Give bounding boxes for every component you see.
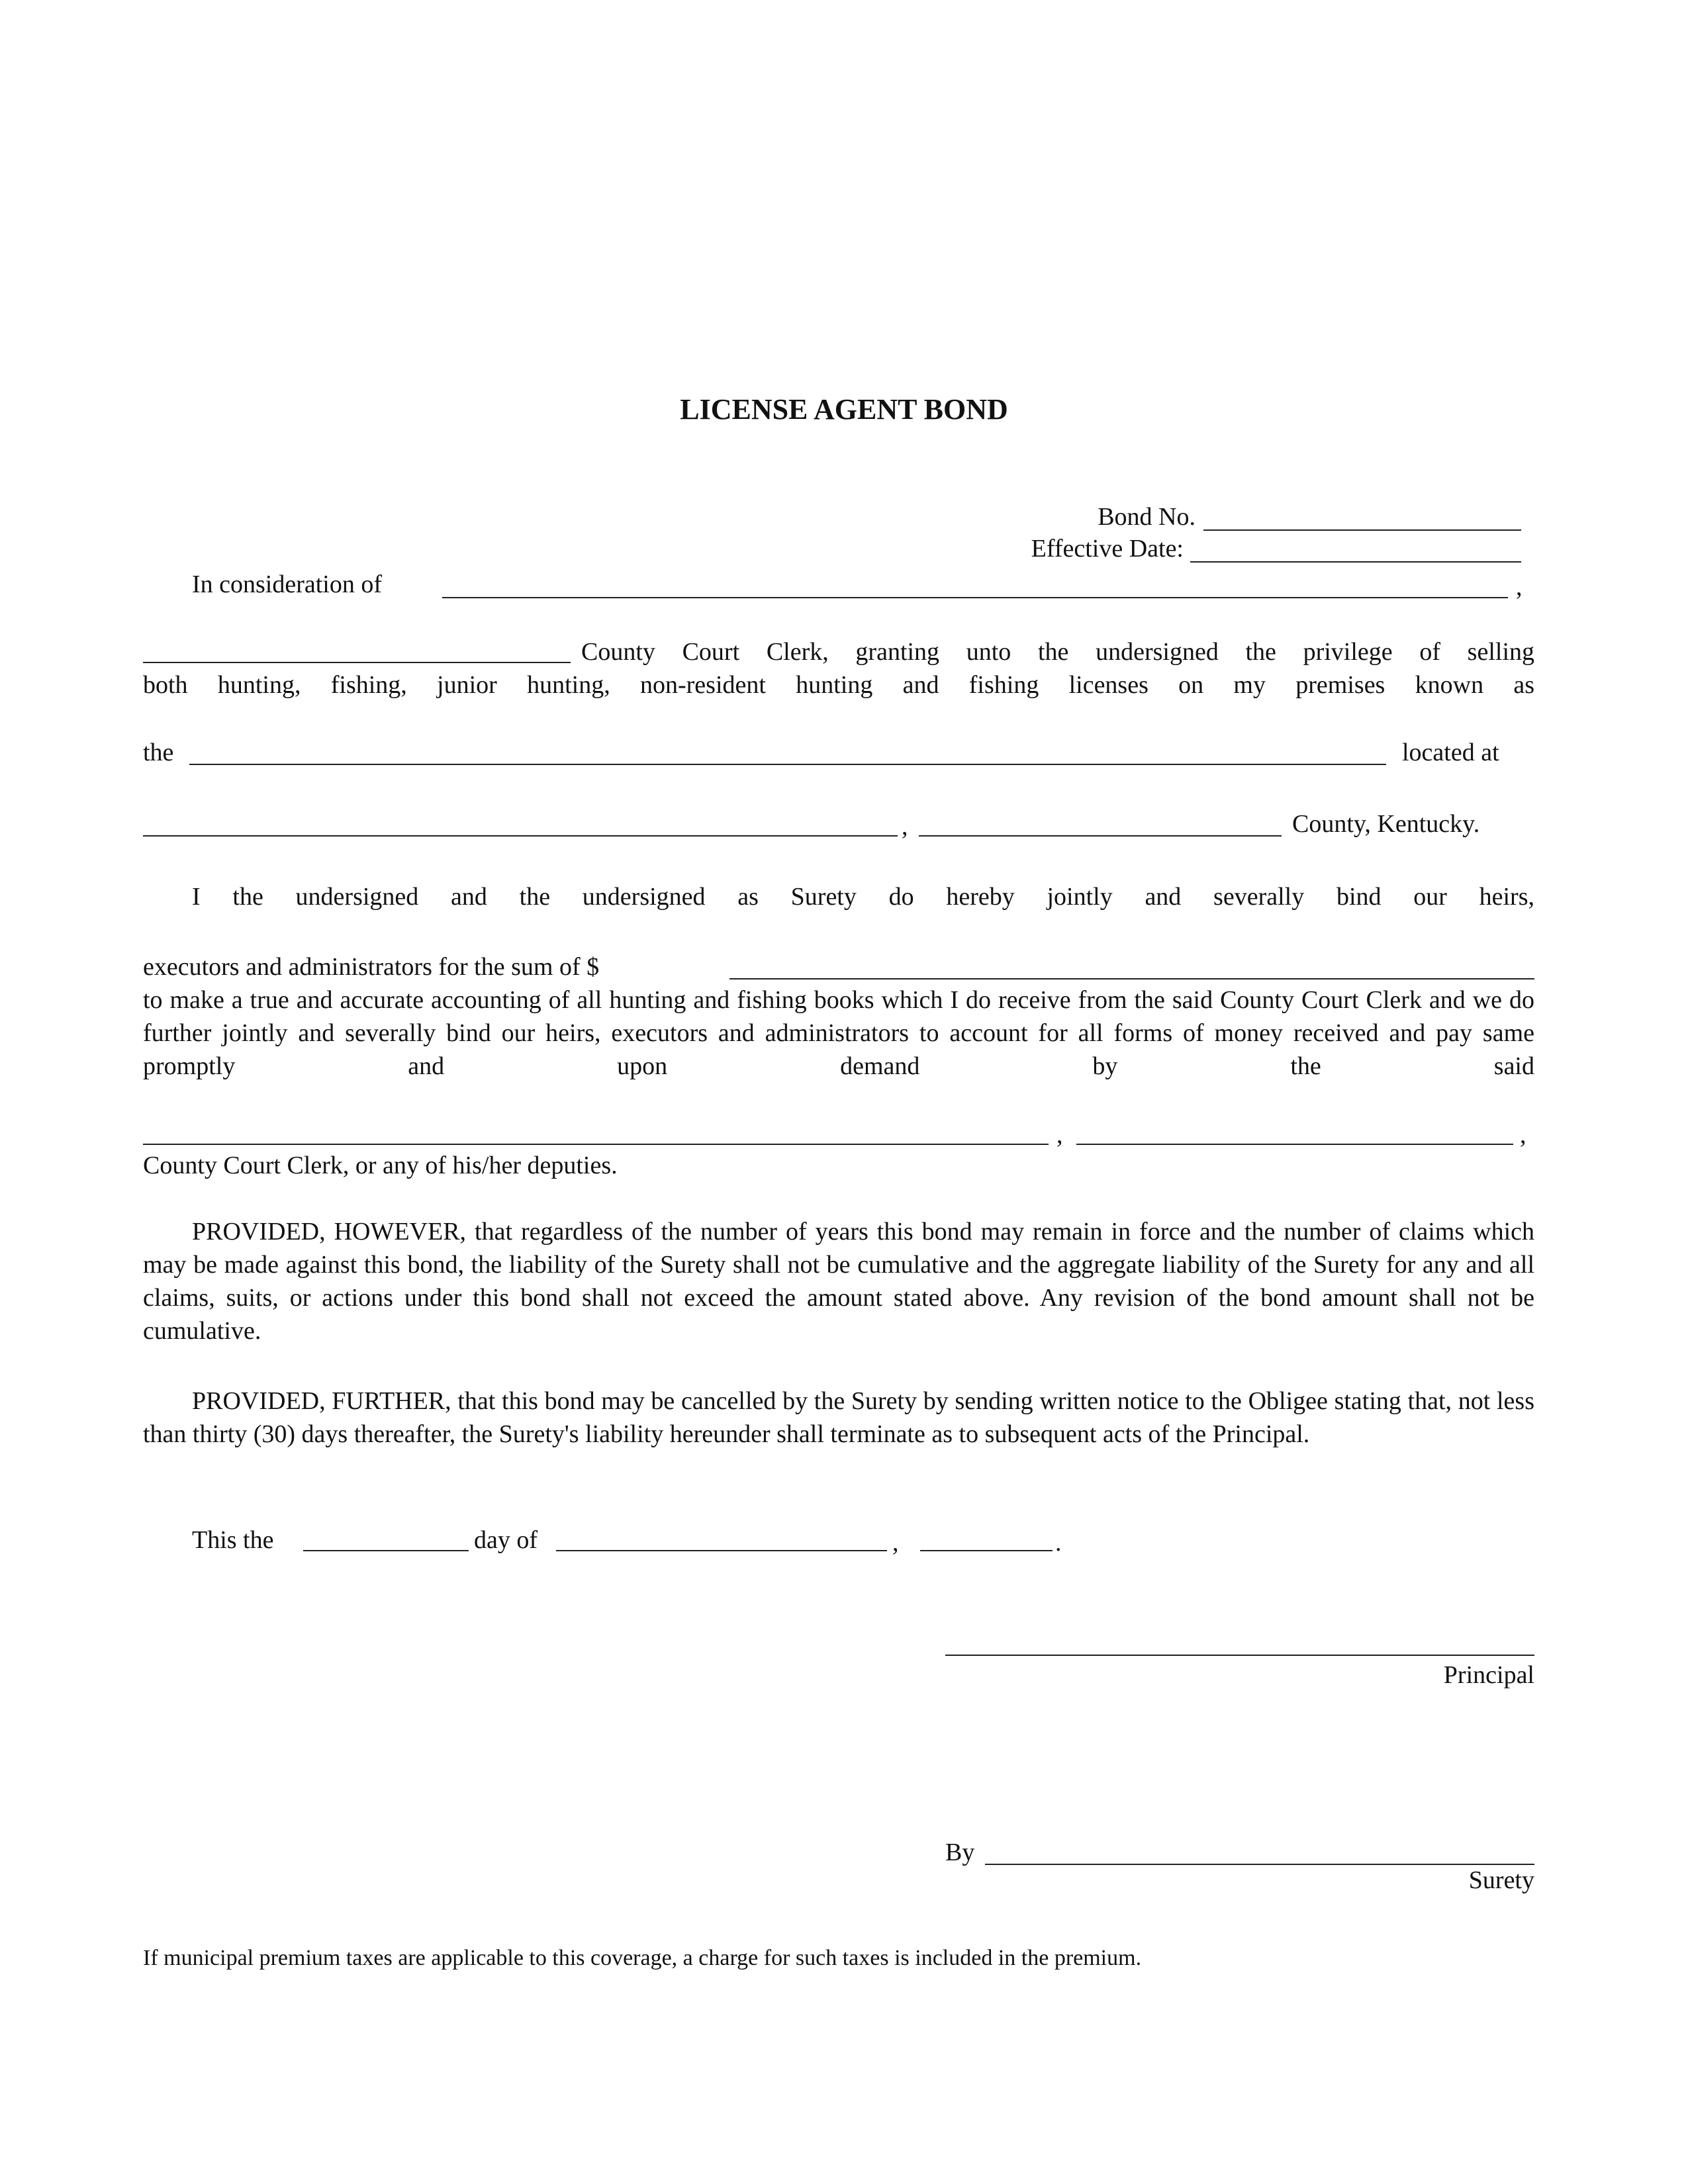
county-kentucky-label: County, Kentucky. bbox=[1292, 810, 1480, 838]
principal-label: Principal bbox=[1443, 1661, 1534, 1689]
clerk-county-field[interactable] bbox=[1076, 1144, 1513, 1145]
sum-label: executors and administrators for the sum of $ bbox=[143, 953, 600, 981]
bond-no-field[interactable] bbox=[1203, 529, 1521, 531]
address-comma: , bbox=[902, 813, 908, 841]
provided-further-paragraph: PROVIDED, FURTHER, that this bond may be cancelled by the Surety by sending written notice to the Obligee stating that, not less than thirty (30) days thereafter, the Surety's liability hereunder shall terminate as to subsequent acts of the Principal. bbox=[143, 1387, 1534, 1448]
licenses-text: both hunting, fishing, junior hunting, non-resident hunting and fishing licenses on my premises known as bbox=[143, 671, 1534, 699]
surety-label: Surety bbox=[1468, 1866, 1534, 1894]
county-field[interactable] bbox=[919, 835, 1282, 837]
footer-note: If municipal premium taxes are applicable to this coverage, a charge for such taxes is included in the premium. bbox=[143, 1946, 1142, 1970]
principal-signature-line[interactable] bbox=[945, 1655, 1534, 1656]
year-field[interactable] bbox=[920, 1550, 1053, 1551]
clerk-deputies-text: County Court Clerk, or any of his/her deputies. bbox=[143, 1152, 618, 1179]
bind-line-1: I the undersigned and the undersigned as Surety do hereby jointly and severally bind our heirs, bbox=[192, 883, 1534, 911]
day-field[interactable] bbox=[303, 1550, 469, 1551]
month-field[interactable] bbox=[556, 1550, 887, 1551]
date-period: . bbox=[1055, 1529, 1062, 1557]
sum-field[interactable] bbox=[729, 978, 1534, 979]
located-at-label: located at bbox=[1402, 739, 1499, 766]
consideration-label: In consideration of bbox=[192, 570, 383, 598]
effective-date-field[interactable] bbox=[1190, 561, 1521, 563]
the-label: the bbox=[143, 739, 174, 766]
accounting-paragraph: to make a true and accurate accounting of all hunting and fishing books which I do receive from the said County Court Clerk and we do further jointly and severally bind our heirs, executors and administrators to account for all forms of money received and pay same promptly and upon demand by the said bbox=[143, 986, 1534, 1080]
consideration-comma: , bbox=[1516, 573, 1523, 601]
county-name-field[interactable] bbox=[143, 662, 571, 663]
clerk-comma-2: , bbox=[1520, 1121, 1526, 1149]
address-field[interactable] bbox=[143, 835, 898, 837]
by-label: By bbox=[945, 1839, 975, 1866]
clerk-name-field[interactable] bbox=[143, 1144, 1049, 1145]
effective-date-label: Effective Date: bbox=[1031, 535, 1184, 563]
provided-however-paragraph: PROVIDED, HOWEVER, that regardless of the number of years this bond may remain in force and the number of claims which may be made against this bond, the liability of the Surety shall not be cumulative and the aggregate liability of the Surety for any and all claims, suits, or actions under this bond shall not exceed the amount stated above. Any revision of the bond amount shall not be cumulative. bbox=[143, 1218, 1534, 1345]
day-of-label: day of bbox=[474, 1526, 538, 1554]
consideration-field[interactable] bbox=[442, 597, 1508, 598]
premises-name-field[interactable] bbox=[189, 764, 1386, 765]
clerk-granting-text: County Court Clerk, granting unto the undersigned the privilege of selling bbox=[581, 638, 1534, 666]
document-title: LICENSE AGENT BOND bbox=[680, 393, 1008, 426]
date-comma: , bbox=[892, 1529, 899, 1557]
clerk-comma-1: , bbox=[1056, 1121, 1063, 1149]
bond-no-label: Bond No. bbox=[1098, 503, 1196, 531]
this-the-label: This the bbox=[192, 1526, 274, 1554]
